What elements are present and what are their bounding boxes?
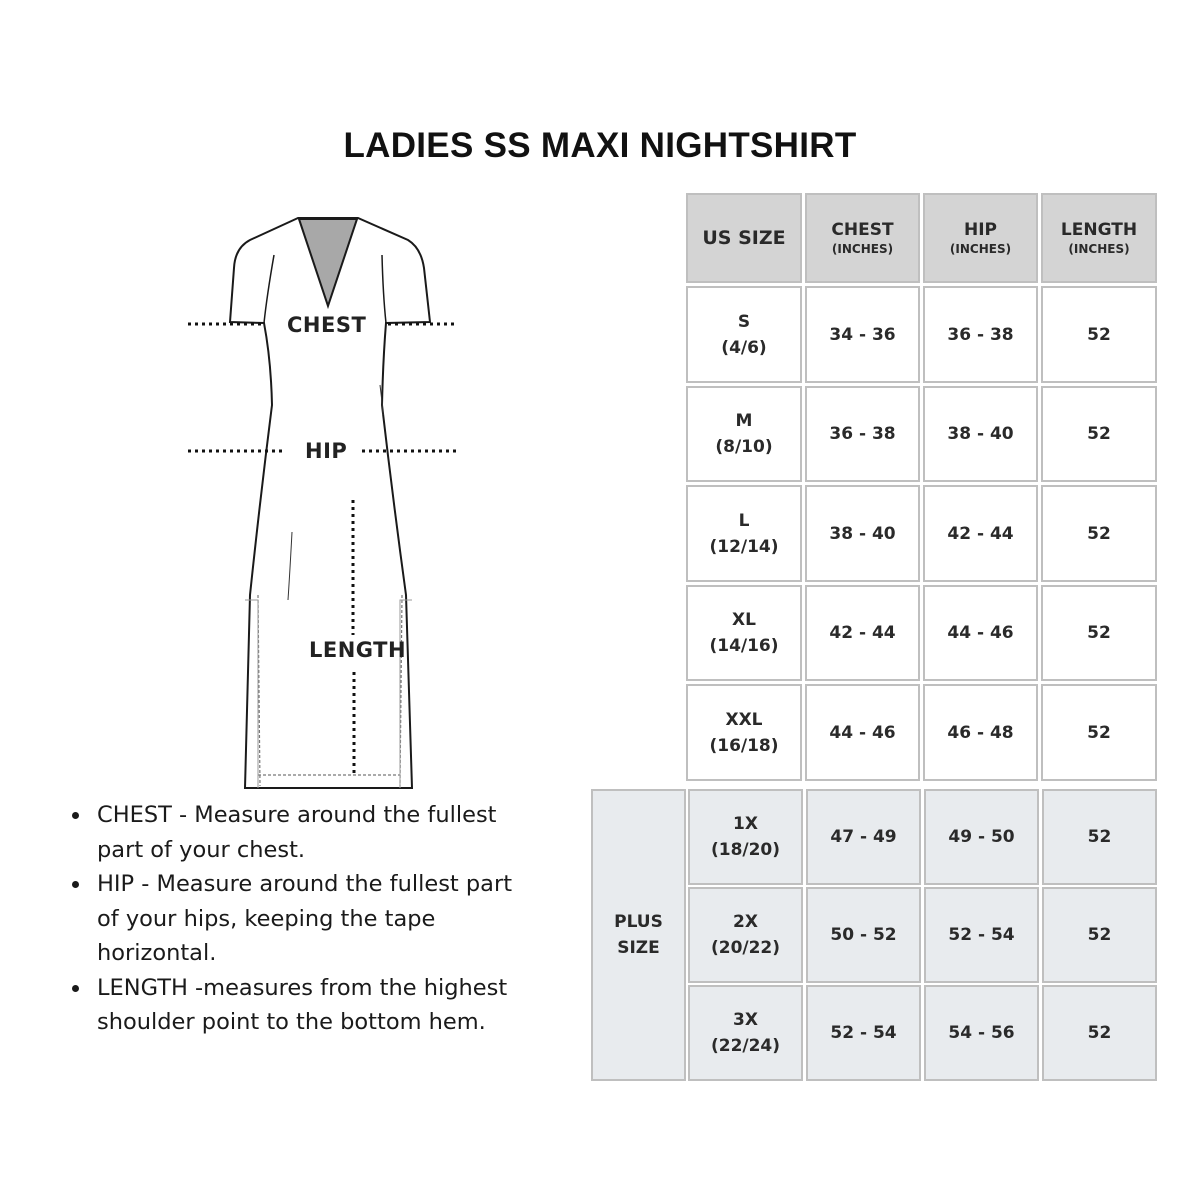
bullet-length: LENGTH -measures from the highest shoulder point to the bottom hem.: [70, 971, 540, 1040]
hip-cell: 36 - 38: [923, 286, 1038, 383]
chest-cell: 44 - 46: [805, 684, 920, 781]
hip-cell: 38 - 40: [923, 386, 1038, 482]
header-hip: HIP (INCHES): [923, 193, 1038, 283]
hip-cell: 54 - 56: [924, 985, 1039, 1081]
chest-cell: 36 - 38: [805, 386, 920, 482]
chest-cell: 38 - 40: [805, 485, 920, 582]
size-cell: L (12/14): [686, 485, 802, 582]
size-cell: XL (14/16): [686, 585, 802, 681]
size-cell: M (8/10): [686, 386, 802, 482]
bullet-hip: HIP - Measure around the fullest part of your hips, keeping the tape horizontal.: [70, 867, 540, 971]
nightshirt-outline: [150, 200, 490, 800]
hip-cell: 46 - 48: [923, 684, 1038, 781]
size-cell: 3X (22/24): [688, 985, 803, 1081]
length-cell: 52: [1041, 386, 1157, 482]
hip-cell: 52 - 54: [924, 887, 1039, 983]
header-us-size: US SIZE: [686, 193, 802, 283]
length-cell: 52: [1041, 585, 1157, 681]
length-cell: 52: [1042, 887, 1157, 983]
length-cell: 52: [1041, 485, 1157, 582]
chest-label: CHEST: [287, 313, 367, 337]
hip-label: HIP: [305, 439, 348, 463]
header-length: LENGTH (INCHES): [1041, 193, 1157, 283]
length-cell: 52: [1041, 684, 1157, 781]
length-cell: 52: [1041, 286, 1157, 383]
chest-cell: 42 - 44: [805, 585, 920, 681]
length-cell: 52: [1042, 985, 1157, 1081]
length-label: LENGTH: [309, 638, 407, 662]
size-cell: 2X (20/22): [688, 887, 803, 983]
chest-cell: 47 - 49: [806, 789, 921, 885]
length-cell: 52: [1042, 789, 1157, 885]
chest-cell: 52 - 54: [806, 985, 921, 1081]
size-cell: XXL (16/18): [686, 684, 802, 781]
page-title: LADIES SS MAXI NIGHTSHIRT: [343, 126, 857, 165]
plus-size-label: PLUS SIZE: [591, 789, 686, 1081]
chest-cell: 50 - 52: [806, 887, 921, 983]
chest-cell: 34 - 36: [805, 286, 920, 383]
hip-cell: 49 - 50: [924, 789, 1039, 885]
header-chest: CHEST (INCHES): [805, 193, 920, 283]
size-cell: S (4/6): [686, 286, 802, 383]
measurement-instructions: [70, 798, 540, 1040]
bullet-chest: CHEST - Measure around the fullest part of your chest.: [70, 798, 540, 867]
hip-cell: 42 - 44: [923, 485, 1038, 582]
nightshirt-diagram: [150, 200, 490, 800]
size-cell: 1X (18/20): [688, 789, 803, 885]
hip-cell: 44 - 46: [923, 585, 1038, 681]
